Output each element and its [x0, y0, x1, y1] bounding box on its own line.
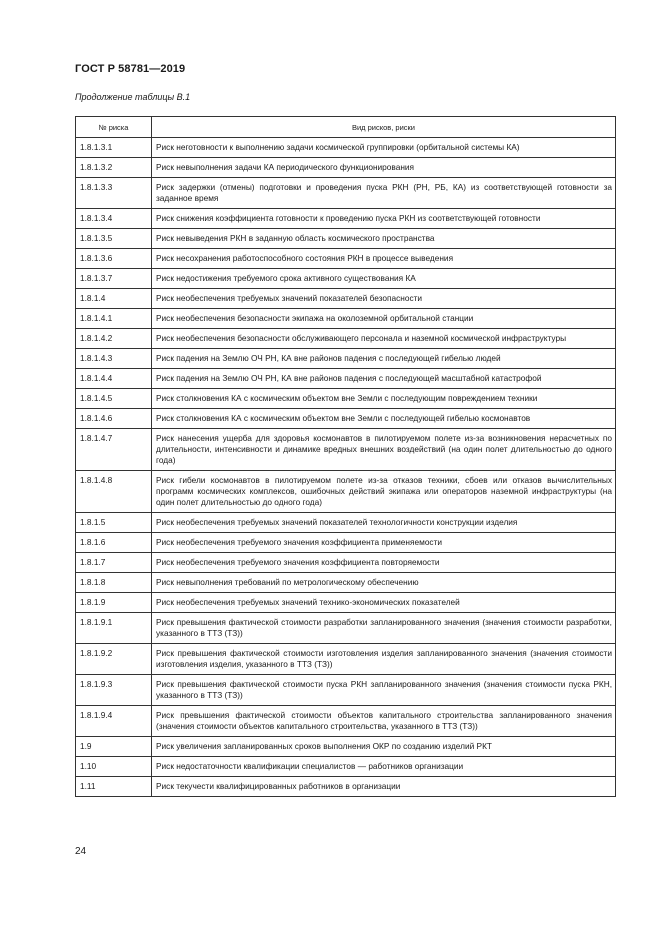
table-row — [76, 471, 616, 513]
risk-number: 1.8.1.3.3 — [76, 178, 152, 209]
risk-description: Риск гибели космонавтов в пилотируемом полете из-за отказов техники, сбоев или отказов вычислительных программ космических комплексов, ошибочных действий экипажа или операторов наземной инфраструктуры (на один полет длительностью до одного года) — [152, 471, 616, 513]
risk-number: 1.8.1.4 — [76, 289, 152, 309]
table-row — [76, 329, 616, 349]
risk-description: Риск снижения коэффициента готовности к проведению пуска РКН из соответствующей готовности — [152, 209, 616, 229]
risk-description: Риск падения на Землю ОЧ РН, КА вне районов падения с последующей масштабной катастрофой — [152, 369, 616, 389]
table-row — [76, 349, 616, 369]
risk-number: 1.8.1.4.3 — [76, 349, 152, 369]
risk-number: 1.8.1.4.6 — [76, 409, 152, 429]
table-row — [76, 706, 616, 737]
risk-description: Риск превышения фактической стоимости пуска РКН запланированного значения (значения стоимости пуска РКН, указанного в ТТЗ (ТЗ)) — [152, 675, 616, 706]
header-row — [76, 117, 616, 138]
risk-description: Риск превышения фактической стоимости разработки запланированного значения (значения стоимости разработки, указанного в ТТЗ (ТЗ)) — [152, 613, 616, 644]
risk-description: Риск падения на Землю ОЧ РН, КА вне районов падения с последующей гибелью людей — [152, 349, 616, 369]
risk-number: 1.8.1.3.1 — [76, 138, 152, 158]
risk-description: Риск необеспечения безопасности обслуживающего персонала и наземной космической инфраструктуры — [152, 329, 616, 349]
risk-number: 1.8.1.4.4 — [76, 369, 152, 389]
table-header — [76, 117, 616, 138]
table-row — [76, 429, 616, 471]
risk-number: 1.8.1.9.3 — [76, 675, 152, 706]
risk-number: 1.8.1.8 — [76, 573, 152, 593]
risk-number: 1.8.1.3.4 — [76, 209, 152, 229]
risk-number: 1.8.1.3.5 — [76, 229, 152, 249]
risk-number: 1.8.1.9.4 — [76, 706, 152, 737]
table-row — [76, 269, 616, 289]
risk-number: 1.8.1.9.1 — [76, 613, 152, 644]
table-row — [76, 229, 616, 249]
risk-description: Риск недостижения требуемого срока активного существования КА — [152, 269, 616, 289]
risk-number: 1.8.1.4.7 — [76, 429, 152, 471]
table-row — [76, 178, 616, 209]
page-number: 24 — [75, 846, 87, 857]
risk-number: 1.8.1.3.6 — [76, 249, 152, 269]
table-row — [76, 369, 616, 389]
risk-description: Риск недостаточности квалификации специалистов — работников организации — [152, 757, 616, 777]
risk-description: Риск необеспечения требуемых значений показателей технологичности конструкции изделия — [152, 513, 616, 533]
table-row — [76, 158, 616, 178]
table-row — [76, 513, 616, 533]
risk-number: 1.8.1.4.1 — [76, 309, 152, 329]
risk-number: 1.8.1.9.2 — [76, 644, 152, 675]
risk-description: Риск текучести квалифицированных работников в организации — [152, 777, 616, 797]
table-row — [76, 553, 616, 573]
table-row — [76, 138, 616, 158]
risk-number: 1.8.1.7 — [76, 553, 152, 573]
column-header-number: № риска — [76, 117, 152, 138]
risk-number: 1.10 — [76, 757, 152, 777]
risk-description: Риск столкновения КА с космическим объектом вне Земли с последующей гибелью космонавтов — [152, 409, 616, 429]
risk-description: Риск необеспечения требуемого значения коэффициента повторяемости — [152, 553, 616, 573]
table-row — [76, 644, 616, 675]
risk-number: 1.8.1.6 — [76, 533, 152, 553]
risk-description: Риск невыполнения требований по метрологическому обеспечению — [152, 573, 616, 593]
risk-description: Риск превышения фактической стоимости объектов капитального строительства запланированного значения (значения стоимости объектов капитального строительства, указанного в ТТЗ (ТЗ)) — [152, 706, 616, 737]
table-caption: Продолжение таблицы В.1 — [75, 92, 191, 102]
risk-number: 1.8.1.3.7 — [76, 269, 152, 289]
risk-description: Риск невыведения РКН в заданную область космического пространства — [152, 229, 616, 249]
risk-description: Риск необеспечения требуемых значений показателей безопасности — [152, 289, 616, 309]
table-row — [76, 573, 616, 593]
risk-number: 1.8.1.4.2 — [76, 329, 152, 349]
risk-description: Риск необеспечения безопасности экипажа на околоземной орбитальной станции — [152, 309, 616, 329]
table-row — [76, 249, 616, 269]
table-row — [76, 593, 616, 613]
table-row — [76, 289, 616, 309]
table-body — [76, 138, 616, 797]
risk-number: 1.8.1.4.5 — [76, 389, 152, 409]
risk-table — [75, 116, 616, 797]
table-row — [76, 777, 616, 797]
risk-description: Риск превышения фактической стоимости изготовления изделия запланированного значения (значения стоимости изготовления изделия, указанного в ТТЗ (ТЗ)) — [152, 644, 616, 675]
risk-number: 1.9 — [76, 737, 152, 757]
column-header-description: Вид рисков, риски — [152, 117, 616, 138]
document-standard-title: ГОСТ Р 58781—2019 — [75, 63, 186, 75]
table-row — [76, 409, 616, 429]
table-row — [76, 533, 616, 553]
table-row — [76, 613, 616, 644]
risk-number: 1.8.1.4.8 — [76, 471, 152, 513]
risk-description: Риск необеспечения требуемого значения коэффициента применяемости — [152, 533, 616, 553]
risk-description: Риск несохранения работоспособного состояния РКН в процессе выведения — [152, 249, 616, 269]
risk-description: Риск нанесения ущерба для здоровья космонавтов в пилотируемом полете из-за возникновения нерасчетных по длительности, интенсивности и динамике вредных внешних воздействий (на один полет длительностью до одного года) — [152, 429, 616, 471]
risk-number: 1.8.1.5 — [76, 513, 152, 533]
table-row — [76, 309, 616, 329]
table-row — [76, 737, 616, 757]
risk-description: Риск необеспечения требуемых значений технико-экономических показателей — [152, 593, 616, 613]
risk-number: 1.11 — [76, 777, 152, 797]
risk-description: Риск задержки (отмены) подготовки и проведения пуска РКН (РН, РБ, КА) из соответствующей готовности за заданное время — [152, 178, 616, 209]
risk-number: 1.8.1.3.2 — [76, 158, 152, 178]
table-row — [76, 675, 616, 706]
risk-description: Риск неготовности к выполнению задачи космической группировки (орбитальной системы КА) — [152, 138, 616, 158]
table-row — [76, 389, 616, 409]
table-row — [76, 209, 616, 229]
risk-description: Риск невыполнения задачи КА периодического функционирования — [152, 158, 616, 178]
risk-description: Риск увеличения запланированных сроков выполнения ОКР по созданию изделий РКТ — [152, 737, 616, 757]
risk-description: Риск столкновения КА с космическим объектом вне Земли с последующим повреждением техники — [152, 389, 616, 409]
risk-number: 1.8.1.9 — [76, 593, 152, 613]
table-row — [76, 757, 616, 777]
